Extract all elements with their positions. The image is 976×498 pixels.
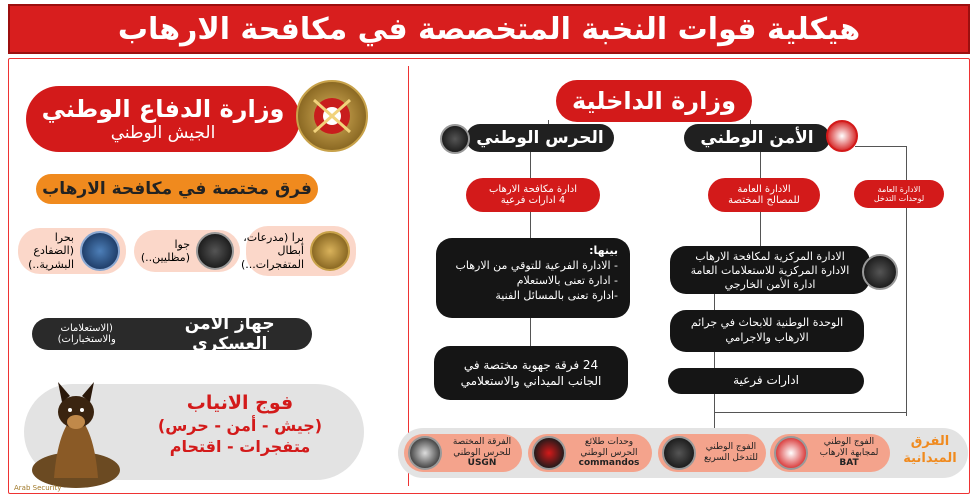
branch-sea [18,228,126,274]
field-unit-rapid [658,434,766,472]
dogs-line3: متفجرات - اقتحام [169,437,311,456]
army-emblem-icon [296,80,368,152]
dogs-title: فوج الانياب [186,392,294,414]
investigation-unit-box: الوحدة الوطنية للابحاث في جرائم الارهاب والاجرامي [670,310,864,352]
intervention-directorate-sub: لوحدات التدخل [873,194,925,203]
branch-air [134,230,240,272]
guard-directorate-sub: 4 ادارات فرعية [500,195,566,206]
special-units-pill: فرق مختصة في مكافحة الارهاب [36,174,318,204]
field-unit-name: وحدات طلائع الحرس الوطني [580,436,638,458]
sea-emblem-icon [80,231,120,271]
air-emblem-icon [196,232,234,270]
security-emblem-icon [826,120,858,152]
connector [714,412,907,413]
sea-label: بحرا (الضفادع البشرية..) [28,231,74,271]
rapid-emblem-icon [662,436,696,470]
interior-ministry-pill: وزارة الداخلية [556,80,752,122]
section-divider [408,66,409,486]
guard-directorate-pill [466,178,600,212]
field-unit-bat [770,434,890,472]
general-directorate-label: الادارة العامة [737,184,791,195]
sub-directorates-box: ادارات فرعية [668,368,864,394]
commandos-emblem-icon [532,436,566,470]
land-emblem-icon [310,231,350,271]
guard-emblem-icon [440,124,470,154]
field-units-label: الفرق الميدانية [903,434,957,466]
general-directorate-sub: للمصالح المختصة [728,195,800,206]
watermark-text: Arab Security [14,484,62,492]
defense-ministry-label: وزارة الدفاع الوطني [41,95,285,123]
guard-box-item: -ادارة تعنى بالمسائل الفنية [495,288,618,302]
guard-subdirectorates-box [436,238,630,318]
central-emblem-icon [862,254,898,290]
connector [760,150,761,178]
field-unit-name: الفوج الوطني لمجابهة الارهاب [819,436,879,458]
central-directorates-box [670,246,870,294]
guard-box-item: - ادارة تعنى بالاستعلام [516,273,618,287]
army-label: الجيش الوطني [110,123,216,143]
guard-box-title: بينها: [589,244,618,257]
connector [760,212,761,246]
guard-box-item: - الادارة الفرعية للتوقي من الارهاب [455,258,618,272]
bat-emblem-icon [774,436,808,470]
connector [855,146,907,147]
national-guard-pill: الحرس الوطني [466,124,614,152]
dogs-unit-text [130,392,350,476]
regional-units-box: 24 فرقة جهوية مختصة في الجانب الميداني والاستعلامي [434,346,628,400]
central-item: الادارة المركزية لمكافحة الارهاب [695,250,845,263]
connector [530,210,531,238]
intervention-directorate-label: الادارة العامة [877,185,921,194]
branch-land [240,226,356,276]
field-unit-code: BAT [839,458,859,469]
field-unit-code: USGN [467,458,497,469]
land-label: برا (مدرعات، أبطال المتفجرات...) [240,231,304,271]
air-label: جوا (مظليين..) [140,238,190,264]
field-unit-name: الفوج الوطني للتدخل السريع [704,442,758,463]
field-unit-usgn [404,434,522,472]
general-directorate-pill [708,178,820,212]
dog-image [14,378,134,490]
military-security-pill [32,314,312,354]
intervention-directorate-pill [854,180,944,208]
usgn-emblem-icon [408,436,442,470]
security-agency-label: جهاز الأمن العسكري [184,314,275,354]
connector [530,318,531,346]
security-agency-note: (الاستعلامات والاستخبارات) [57,323,116,345]
field-unit-name: الفرقة المختصة للحرس الوطني [452,436,512,458]
field-unit-code: commandos [578,458,640,469]
central-item: ادارة الأمن الخارجي [724,277,816,291]
guard-directorate-label: ادارة مكافحة الارهاب [489,184,578,195]
dogs-line2: (جيش - أمن - حرس) [157,416,323,435]
field-unit-commandos [528,434,652,472]
page-title: هيكلية قوات النخبة المتخصصة في مكافحة الارهاب [8,4,970,54]
connector [530,150,531,178]
defense-ministry-pill [26,86,300,152]
central-item: الادارة المركزية للاستعلامات العامة [690,263,850,277]
national-security-pill: الأمن الوطني [684,124,830,152]
